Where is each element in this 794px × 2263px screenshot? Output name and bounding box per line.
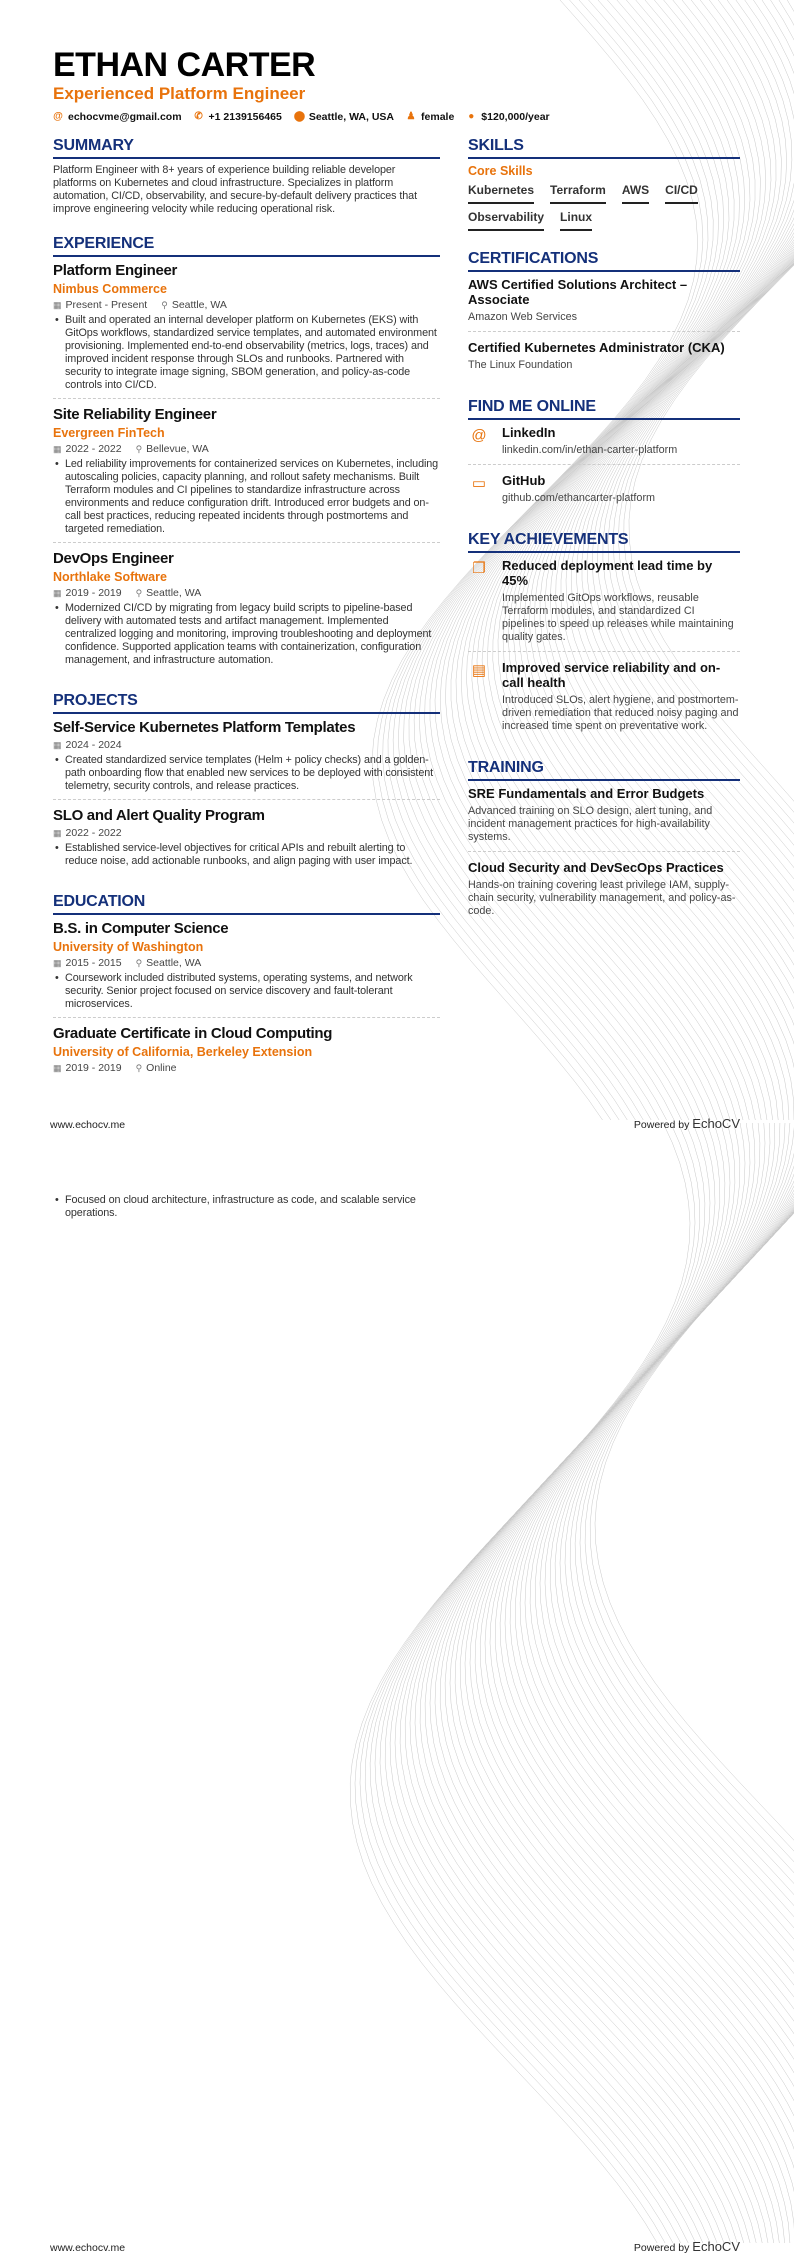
online-title: LinkedIn: [502, 425, 677, 440]
company: Nimbus Commerce: [53, 282, 440, 297]
skill-chip: Observability: [468, 210, 544, 231]
calendar-icon: ▦: [53, 587, 62, 600]
location-icon: ⚲: [161, 299, 168, 312]
degree: B.S. in Computer Science: [53, 920, 440, 938]
github-icon: ▭: [468, 473, 490, 505]
candidate-title: Experienced Platform Engineer: [53, 84, 741, 104]
section-heading: KEY ACHIEVEMENTS: [468, 530, 740, 553]
school: University of California, Berkeley Extension: [53, 1045, 440, 1060]
page-2: [0, 1140, 794, 2263]
project-item: [53, 807, 440, 874]
page-footer: [50, 2224, 740, 2263]
achievement-title: Reduced deployment lead time by 45%: [502, 558, 740, 588]
experience-item: [53, 550, 440, 673]
location: Seattle, WA: [146, 957, 201, 970]
contact-salary: ● $120,000/year: [466, 110, 549, 124]
bullet: • Established service-level objectives for critical APIs and rebuilt alerting to reduce noise, add actionable runbooks, and align paging with user impact.: [53, 842, 440, 868]
left-column: [53, 136, 440, 1101]
achievement-item: [468, 558, 740, 652]
certification-title: AWS Certified Solutions Architect – Associate: [468, 277, 740, 307]
school: University of Washington: [53, 940, 440, 955]
contact-location: ⬤ Seattle, WA, USA: [294, 110, 394, 124]
degree: Graduate Certificate in Cloud Computing: [53, 1025, 440, 1043]
brand-name[interactable]: EchoCV: [692, 2239, 740, 2254]
section-heading: PROJECTS: [53, 691, 440, 714]
dates: 2022 - 2022: [66, 827, 122, 840]
bullet: • Focused on cloud architecture, infrastructure as code, and scalable service operations.: [53, 1194, 440, 1220]
columns: [53, 136, 741, 1101]
certifications-section: [468, 249, 740, 379]
calendar-icon: ▦: [53, 443, 62, 456]
education-section: [53, 892, 440, 1083]
calendar-icon: ▦: [53, 957, 62, 970]
candidate-name: ETHAN CARTER: [53, 48, 741, 82]
location: Online: [146, 1062, 176, 1075]
brand-name[interactable]: EchoCV: [692, 1116, 740, 1131]
document-icon: ❐: [468, 558, 490, 644]
card-icon: ▤: [468, 660, 490, 733]
bullet: • Led reliability improvements for containerized services on Kubernetes, including autoscaling policies, capacity planning, and rollout safety mechanisms. Built Terraform modules and CI pipelines to standardize infrastructure across environments and reduce configuration drift. Introduced error budgets and on-call best practices, reducing repeated incidents through postmortems and targeted remediation.: [53, 458, 440, 536]
summary-text: Platform Engineer with 8+ years of experience building reliable developer platforms on Kubernetes and cloud infrastructure. Specializes in platform automation, CI/CD, observability, and secure-by-default delivery practices that improve engineering velocity while reducing operational risk.: [53, 164, 440, 216]
training-item: [468, 786, 740, 852]
footer-site-link[interactable]: www.echocv.me: [50, 1118, 125, 1132]
bullet: • Modernized CI/CD by migrating from legacy build scripts to pipeline-based delivery with automated tests and artifact management. Implemented centralized logging and monitoring, improving troubleshooting and deployment confidence. Supported application teams with containerization, configuration management, and infrastructure automation.: [53, 602, 440, 667]
project-title: Self-Service Kubernetes Platform Templates: [53, 719, 440, 737]
section-heading: TRAINING: [468, 758, 740, 781]
education-item: [53, 1025, 440, 1083]
project-title: SLO and Alert Quality Program: [53, 807, 440, 825]
bullet: • Coursework included distributed systems, operating systems, and network security. Senior project focused on service discovery and fault-tolerant microservices.: [53, 972, 440, 1011]
skill-chip: Linux: [560, 210, 592, 231]
projects-section: [53, 691, 440, 874]
bullet: • Created standardized service templates (Helm + policy checks) and a golden-path onboarding flow that enabled new services to be deployed with consistent telemetry, security controls, and release practices.: [53, 754, 440, 793]
summary-section: [53, 136, 440, 216]
dates: 2019 - 2019: [66, 1062, 122, 1075]
location-icon: ⚲: [136, 1062, 143, 1075]
certification-issuer: Amazon Web Services: [468, 311, 740, 324]
online-url[interactable]: linkedin.com/in/ethan-carter-platform: [502, 444, 677, 457]
dates: 2019 - 2019: [66, 587, 122, 600]
section-heading: FIND ME ONLINE: [468, 397, 740, 420]
contact-phone[interactable]: ✆ +1 2139156465: [194, 110, 282, 124]
phone-icon: ✆: [194, 110, 204, 124]
calendar-icon: ▦: [53, 739, 62, 752]
location: Seattle, WA: [146, 587, 201, 600]
training-section: [468, 758, 740, 925]
certification-issuer: The Linux Foundation: [468, 359, 740, 372]
training-title: SRE Fundamentals and Error Budgets: [468, 786, 740, 801]
location-icon: ⬤: [294, 110, 304, 124]
job-title: Platform Engineer: [53, 262, 440, 280]
training-item: [468, 860, 740, 925]
training-text: Advanced training on SLO design, alert tuning, and incident management practices for high-availability systems.: [468, 805, 740, 844]
dollar-icon: ●: [466, 110, 476, 124]
dates: 2024 - 2024: [66, 739, 122, 752]
location-icon: ⚲: [136, 587, 143, 600]
skill-chip: Kubernetes: [468, 183, 534, 204]
at-icon: @: [53, 110, 63, 124]
achievement-text: Implemented GitOps workflows, reusable Terraform modules, and standardized CI pipelines to speed up releases while maintaining quality gates.: [502, 592, 740, 644]
bullet: • Built and operated an internal developer platform on Kubernetes (EKS) with GitOps workflows, standardized service templates, and automated environment provisioning. Implemented end-to-end observability (metrics, logs, traces) and improved incident response through SLOs and runbooks. Partnered with security to integrate image signing, SBOM generation, and policy-as-code controls into CI/CD.: [53, 314, 440, 392]
location-icon: ⚲: [136, 957, 143, 970]
skill-chip: AWS: [622, 183, 649, 204]
powered-by: Powered by EchoCV: [634, 2240, 740, 2255]
page-footer: [50, 1101, 740, 1140]
powered-by: Powered by EchoCV: [634, 1117, 740, 1132]
contact-row: [53, 110, 741, 124]
certification-title: Certified Kubernetes Administrator (CKA): [468, 340, 740, 355]
online-url[interactable]: github.com/ethancarter-platform: [502, 492, 655, 505]
right-column: [468, 136, 740, 943]
online-item[interactable]: [468, 473, 740, 512]
skill-list: [468, 183, 740, 231]
footer-site-link[interactable]: www.echocv.me: [50, 2241, 125, 2255]
calendar-icon: ▦: [53, 299, 62, 312]
achievement-text: Introduced SLOs, alert hygiene, and postmortem-driven remediation that reduced noisy paging and increased time spent on preventative work.: [502, 694, 740, 733]
section-heading: SUMMARY: [53, 136, 440, 159]
at-icon: @: [468, 425, 490, 457]
person-icon: ♟: [406, 110, 416, 124]
online-item[interactable]: [468, 425, 740, 465]
online-title: GitHub: [502, 473, 655, 488]
contact-gender: ♟ female: [406, 110, 454, 124]
education-item: [53, 920, 440, 1018]
experience-section: [53, 234, 440, 673]
project-item: [53, 719, 440, 800]
skill-chip: Terraform: [550, 183, 606, 204]
dates: 2015 - 2015: [66, 957, 122, 970]
achievements-section: [468, 530, 740, 740]
certification-item: [468, 340, 740, 379]
company: Northlake Software: [53, 570, 440, 585]
certification-item: [468, 277, 740, 332]
job-title: Site Reliability Engineer: [53, 406, 440, 424]
achievement-title: Improved service reliability and on-call health: [502, 660, 740, 690]
calendar-icon: ▦: [53, 1062, 62, 1075]
skills-section: [468, 136, 740, 231]
location: Seattle, WA: [172, 299, 227, 312]
achievement-item: [468, 660, 740, 740]
dates: Present - Present: [66, 299, 148, 312]
company: Evergreen FinTech: [53, 426, 440, 441]
dates: 2022 - 2022: [66, 443, 122, 456]
experience-item: [53, 406, 440, 543]
experience-item: [53, 262, 440, 399]
training-title: Cloud Security and DevSecOps Practices: [468, 860, 740, 875]
training-text: Hands-on training covering least privilege IAM, supply-chain security, vulnerability management, and policy-as-code.: [468, 879, 740, 918]
contact-email[interactable]: @ echocvme@gmail.com: [53, 110, 182, 124]
location: Bellevue, WA: [146, 443, 209, 456]
location-icon: ⚲: [136, 443, 143, 456]
calendar-icon: ▦: [53, 827, 62, 840]
online-section: [468, 397, 740, 512]
skill-chip: CI/CD: [665, 183, 698, 204]
section-heading: SKILLS: [468, 136, 740, 159]
section-heading: CERTIFICATIONS: [468, 249, 740, 272]
job-title: DevOps Engineer: [53, 550, 440, 568]
section-heading: EXPERIENCE: [53, 234, 440, 257]
section-heading: EDUCATION: [53, 892, 440, 915]
skill-group-title: Core Skills: [468, 164, 740, 179]
